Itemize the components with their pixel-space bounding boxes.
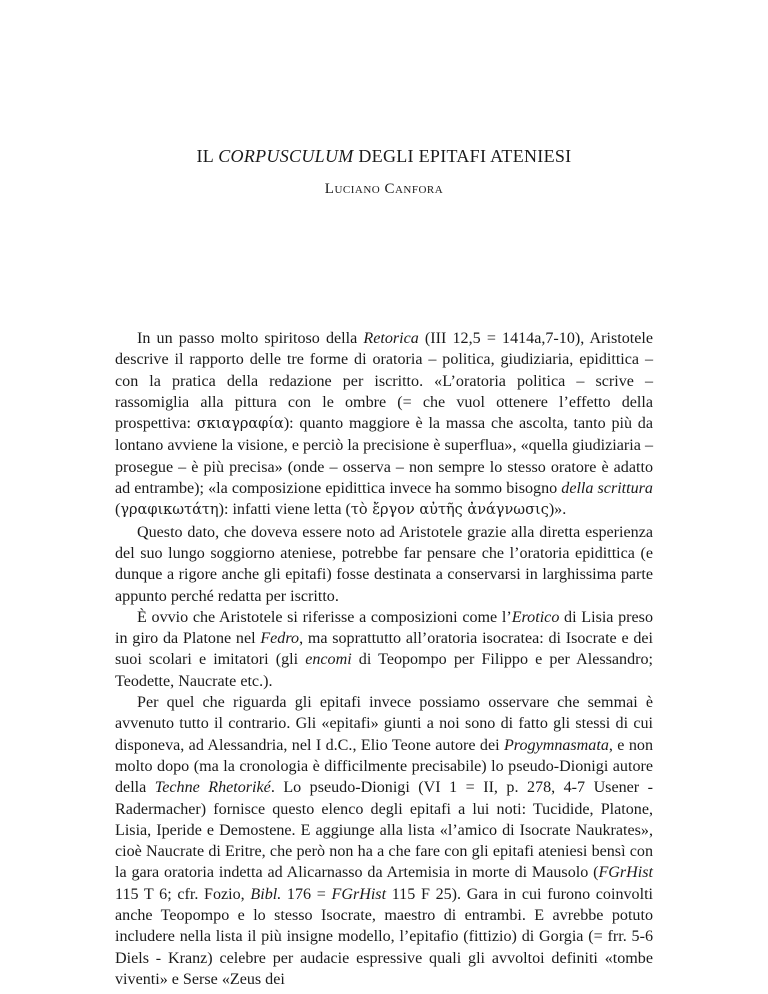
paragraph-text: )». (548, 501, 567, 519)
title-suffix: DEGLI EPITAFI ATENIESI (353, 146, 572, 166)
italic-text: Fedro (260, 630, 300, 648)
body-paragraph (115, 692, 653, 990)
italic-text: Erotico (511, 608, 560, 626)
paragraph-text: ( (115, 501, 121, 519)
paragraph-text: di Teopompo per Filippo e per Alessandro; Teodette, Naucrate etc.). (115, 651, 653, 690)
paragraph-text: . Lo pseudo-Dionigi (VI 1 = II, p. 278, 4-7 Usener - Radermacher) fornisce questo elenco degli epitafi a lui noti: Tucidide, Platone, Lisia, Iperide e Demostene. E aggiunge alla lista «l’amico di Isocrate Naukrates», cioè Naucrate di Eritre, che però non ha a che fare con gli epitafi ateniesi bensì con la gara oratoria indetta ad Alicarnasso da Artemisia in morte di Mausolo ( (115, 779, 653, 882)
title-prefix: IL (196, 146, 219, 166)
greek-text: σκιαγραφία (196, 416, 284, 433)
italic-text: Techne Rhetoriké (154, 779, 271, 797)
paragraph-text: Questo dato, che doveva essere noto ad Aristotele grazie alla diretta esperienza del suo lungo soggiorno ateniese, potrebbe far pensare che l’oratoria epidittica (e dunque a rigore anche gli epitafi) fosse destinata a conservarsi in larghissima parte appunto perché redatta per iscritto. (115, 523, 653, 605)
paragraph-text: di Lisia preso in giro da Platone nel (115, 608, 653, 648)
paragraph-text: 115 F 25). Gara in cui furono coinvolti anche Teopompo e lo stesso Isocrate, maestro di entrambi. E avrebbe potuto includere nella lista il più insigne modello, l’epitafio (fittizio) di Gorgia (= frr. 5-6 Diels - Kranz) celebre per audacie espressive quali gli avvoltoi definiti «tombe viventi» e Serse «Zeus dei (115, 885, 654, 988)
paragraph-text: ): infatti viene letta ( (218, 501, 351, 519)
italic-text: FGrHist (598, 864, 653, 882)
paragraph-text: , e non molto dopo (ma la cronologia è difficilmente precisabile) lo pseudo-Dionigi autore della (115, 736, 653, 797)
body-paragraph (115, 522, 653, 607)
italic-text: Retorica (363, 330, 419, 347)
greek-text: τὸ ἔργον αὐτῆς ἀνάγνωσις (350, 502, 549, 519)
paragraph-text: (III 12,5 = 1414a,7-10), Aristotele descrive il rapporto delle tre forme di oratoria – politica, giudiziaria, epidittica – con la pratica della redazione per iscritto. «L’oratoria politica – scrive – rassomiglia alla pittura con le ombre (= che vuol ottenere l’effetto della prospettiva: (115, 330, 653, 433)
article-title (0, 146, 768, 167)
italic-text: Bibl. (250, 885, 282, 903)
body-paragraph (115, 328, 653, 522)
body-paragraph (115, 607, 653, 692)
italic-text: encomi (305, 651, 352, 669)
article-author: Luciano Canfora (324, 181, 444, 197)
title-italic-word: CORPUSCULUM (218, 146, 354, 166)
paragraph-text: 115 T 6; cfr. Fozio, (115, 885, 251, 903)
paragraph-text: È ovvio che Aristotele si riferisse a composizioni come l’ (137, 608, 512, 626)
italic-text: Progymnasmata (503, 736, 609, 754)
italic-text: della scrittura (561, 480, 653, 498)
paragraph-text: Per quel che riguarda gli epitafi invece possiamo osservare che semmai è avvenuto tutto il contrario. Gli «epitafi» giunti a noi sono di fatto gli stessi di cui disponeva, ad Alessandria, nel I d.C., Elio Teone autore dei (115, 694, 653, 754)
paragraph-text: 176 = (281, 885, 332, 903)
article-body (115, 328, 653, 990)
paragraph-text: In un passo molto spiritoso della (137, 330, 364, 347)
greek-text: γραφικωτάτη (120, 502, 219, 519)
italic-text: FGrHist (331, 885, 387, 903)
paragraph-text: , ma soprattutto all’oratoria isocratea: di Isocrate e dei suoi scolari e imitatori (gli (115, 630, 653, 669)
paragraph-text: ): quanto maggiore è la massa che ascolta, tanto più da lontano avviene la visione, e perciò la precisione è superflua», «quella giudiziaria – prosegue – è più precisa» (onde – osserva – non sempre lo stesso oratore è adatto ad entrambe); «la composizione epidittica invece ha sommo bisogno (115, 415, 653, 498)
